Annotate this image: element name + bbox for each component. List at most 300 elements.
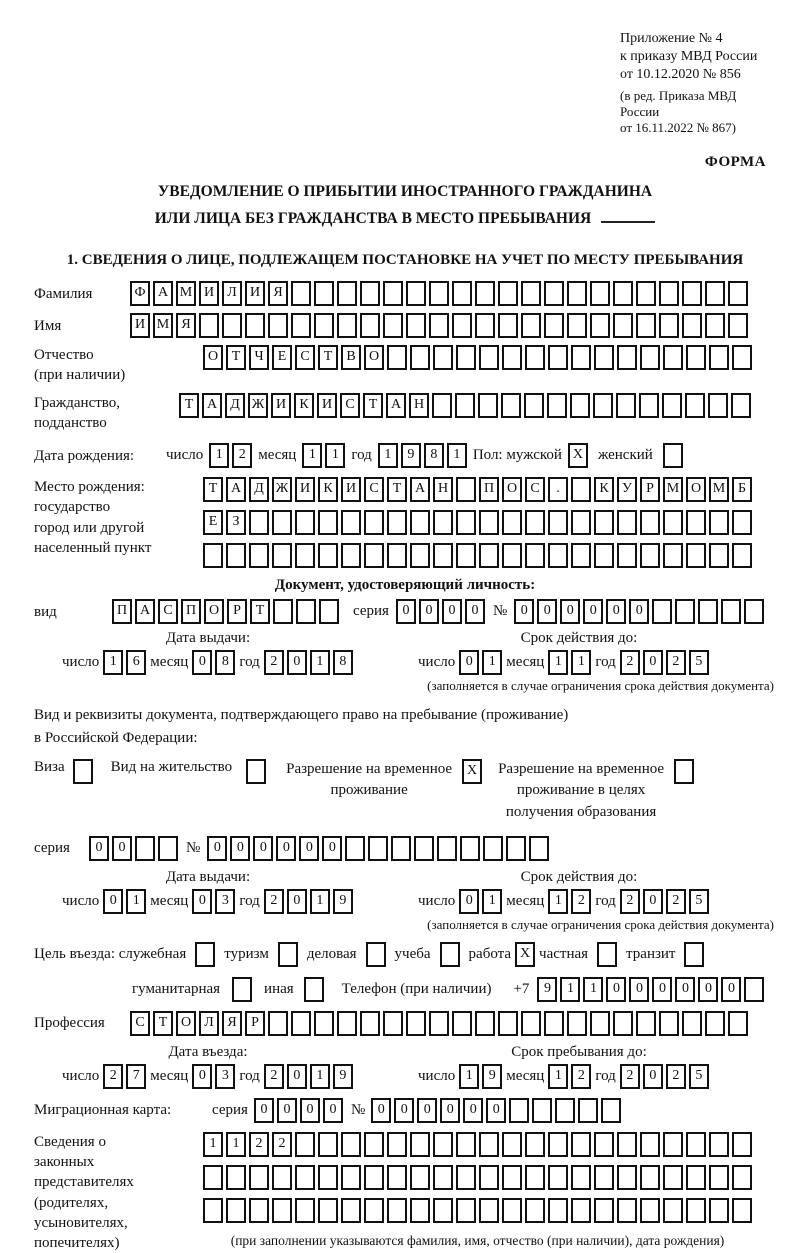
birth-place-cells-row1-box[interactable]: К bbox=[594, 477, 614, 502]
doc-kind-cells-box[interactable]: С bbox=[158, 599, 178, 624]
birth-place-cells-row1-box[interactable]: О bbox=[686, 477, 706, 502]
mc-number-cells-box[interactable]: 0 bbox=[417, 1098, 437, 1123]
citizenship-cells-box[interactable]: И bbox=[271, 393, 291, 418]
res-valid-year-cells-box[interactable]: 2 bbox=[666, 889, 686, 914]
birth-place-cells-row3-box[interactable] bbox=[479, 543, 499, 568]
profession-cells-box[interactable] bbox=[268, 1011, 288, 1036]
representatives-cells-row1-box[interactable]: 2 bbox=[272, 1132, 292, 1157]
doc-issue-year-cells-box[interactable]: 0 bbox=[287, 650, 307, 675]
res-issue-year-cells-box[interactable]: 1 bbox=[310, 889, 330, 914]
doc-valid-year-cells-box[interactable]: 0 bbox=[643, 650, 663, 675]
phone-cells-box[interactable]: 0 bbox=[629, 977, 649, 1002]
name-cells-box[interactable] bbox=[199, 313, 219, 338]
purpose-private-checkbox-box[interactable] bbox=[597, 942, 617, 967]
entry-year-cells-box[interactable]: 0 bbox=[287, 1064, 307, 1089]
surname-cells-box[interactable] bbox=[567, 281, 587, 306]
birth-place-cells-row3-box[interactable] bbox=[732, 543, 752, 568]
name-cells-box[interactable] bbox=[314, 313, 334, 338]
res-number-cells-box[interactable] bbox=[391, 836, 411, 861]
res-issue-month-cells-box[interactable]: 0 bbox=[192, 889, 212, 914]
representatives-cells-row3-box[interactable] bbox=[663, 1198, 683, 1223]
representatives-cells-row1-box[interactable]: 2 bbox=[249, 1132, 269, 1157]
patronymic-cells-box[interactable]: О bbox=[203, 345, 223, 370]
profession-cells-box[interactable] bbox=[613, 1011, 633, 1036]
birth-place-cells-row1-box[interactable] bbox=[571, 477, 591, 502]
phone-cells-box[interactable]: 0 bbox=[606, 977, 626, 1002]
mc-number-cells-box[interactable]: 0 bbox=[486, 1098, 506, 1123]
res-issue-year-cells-box[interactable]: 2 bbox=[264, 889, 284, 914]
phone-cells-box[interactable]: 0 bbox=[698, 977, 718, 1002]
birth-year-cells-box[interactable]: 8 bbox=[424, 443, 444, 468]
representatives-cells-row1-box[interactable] bbox=[548, 1132, 568, 1157]
birth-place-cells-row1-box[interactable]: Б bbox=[732, 477, 752, 502]
birth-place-cells-row2-box[interactable]: Е bbox=[203, 510, 223, 535]
name-cells-box[interactable] bbox=[544, 313, 564, 338]
temp-permit-checkbox-box[interactable]: X bbox=[462, 759, 482, 784]
patronymic-cells-box[interactable] bbox=[594, 345, 614, 370]
citizenship-cells-box[interactable] bbox=[547, 393, 567, 418]
birth-year-cells-box[interactable]: 1 bbox=[378, 443, 398, 468]
doc-kind-cells-box[interactable] bbox=[319, 599, 339, 624]
birth-place-cells-row2-box[interactable] bbox=[272, 510, 292, 535]
birth-place-cells-row2-box[interactable] bbox=[410, 510, 430, 535]
stay-year-cells-box[interactable]: 5 bbox=[689, 1064, 709, 1089]
citizenship-cells-box[interactable]: К bbox=[294, 393, 314, 418]
birth-place-cells-row1-box[interactable]: К bbox=[318, 477, 338, 502]
representatives-cells-row3-box[interactable] bbox=[479, 1198, 499, 1223]
birth-place-cells-row2-box[interactable] bbox=[617, 510, 637, 535]
birth-place-cells-row1-box[interactable]: С bbox=[364, 477, 384, 502]
citizenship-cells-box[interactable] bbox=[708, 393, 728, 418]
doc-kind-cells-box[interactable]: О bbox=[204, 599, 224, 624]
name-cells-box[interactable] bbox=[360, 313, 380, 338]
name-cells-box[interactable] bbox=[222, 313, 242, 338]
res-valid-year-cells-box[interactable]: 0 bbox=[643, 889, 663, 914]
res-number-cells-box[interactable] bbox=[345, 836, 365, 861]
purpose-transit-checkbox-box[interactable] bbox=[684, 942, 704, 967]
surname-cells-box[interactable] bbox=[429, 281, 449, 306]
doc-number-cells-box[interactable]: 0 bbox=[560, 599, 580, 624]
patronymic-cells-box[interactable]: С bbox=[295, 345, 315, 370]
doc-valid-day-cells-box[interactable]: 1 bbox=[482, 650, 502, 675]
name-cells-box[interactable] bbox=[291, 313, 311, 338]
res-valid-day-cells-box[interactable]: 0 bbox=[459, 889, 479, 914]
representatives-cells-row3-box[interactable] bbox=[433, 1198, 453, 1223]
male-checkbox-box[interactable]: X bbox=[568, 443, 588, 468]
patronymic-cells-box[interactable] bbox=[502, 345, 522, 370]
name-cells-box[interactable]: М bbox=[153, 313, 173, 338]
citizenship-cells-box[interactable]: С bbox=[340, 393, 360, 418]
patronymic-cells-box[interactable]: Е bbox=[272, 345, 292, 370]
surname-cells-box[interactable] bbox=[337, 281, 357, 306]
citizenship-cells-box[interactable] bbox=[478, 393, 498, 418]
doc-issue-month-cells-box[interactable]: 8 bbox=[215, 650, 235, 675]
birth-place-cells-row3-box[interactable] bbox=[709, 543, 729, 568]
representatives-cells-row3-box[interactable] bbox=[410, 1198, 430, 1223]
representatives-cells-row3-box[interactable] bbox=[502, 1198, 522, 1223]
representatives-cells-row2-box[interactable] bbox=[456, 1165, 476, 1190]
patronymic-cells-box[interactable]: О bbox=[364, 345, 384, 370]
birth-place-cells-row3-box[interactable] bbox=[318, 543, 338, 568]
birth-year-cells-box[interactable]: 9 bbox=[401, 443, 421, 468]
representatives-cells-row1-box[interactable] bbox=[709, 1132, 729, 1157]
temp-permit-edu-checkbox-box[interactable] bbox=[674, 759, 694, 784]
birth-place-cells-row3-box[interactable] bbox=[502, 543, 522, 568]
purpose-official-checkbox-box[interactable] bbox=[195, 942, 215, 967]
patronymic-cells-box[interactable] bbox=[686, 345, 706, 370]
representatives-cells-row1-box[interactable] bbox=[663, 1132, 683, 1157]
profession-cells-box[interactable] bbox=[636, 1011, 656, 1036]
birth-place-cells-row2-box[interactable] bbox=[663, 510, 683, 535]
birth-place-cells-row1-box[interactable]: Н bbox=[433, 477, 453, 502]
entry-year-cells-box[interactable]: 1 bbox=[310, 1064, 330, 1089]
profession-cells-box[interactable] bbox=[705, 1011, 725, 1036]
citizenship-cells-box[interactable]: Т bbox=[179, 393, 199, 418]
doc-kind-cells-box[interactable] bbox=[296, 599, 316, 624]
mc-series-cells-box[interactable]: 0 bbox=[277, 1098, 297, 1123]
birth-place-cells-row3-box[interactable] bbox=[387, 543, 407, 568]
phone-cells-box[interactable]: 0 bbox=[652, 977, 672, 1002]
doc-number-cells-box[interactable]: 0 bbox=[629, 599, 649, 624]
representatives-cells-row1-box[interactable] bbox=[640, 1132, 660, 1157]
mc-series-cells-box[interactable]: 0 bbox=[323, 1098, 343, 1123]
surname-cells-box[interactable]: И bbox=[199, 281, 219, 306]
res-series-cells-box[interactable] bbox=[158, 836, 178, 861]
doc-kind-cells-box[interactable]: Т bbox=[250, 599, 270, 624]
citizenship-cells-box[interactable]: И bbox=[317, 393, 337, 418]
name-cells-box[interactable] bbox=[636, 313, 656, 338]
mc-number-cells-box[interactable]: 0 bbox=[394, 1098, 414, 1123]
birth-place-cells-row1-box[interactable]: П bbox=[479, 477, 499, 502]
citizenship-cells-box[interactable] bbox=[731, 393, 751, 418]
entry-month-cells-box[interactable]: 0 bbox=[192, 1064, 212, 1089]
profession-cells-box[interactable] bbox=[498, 1011, 518, 1036]
birth-place-cells-row3-box[interactable] bbox=[410, 543, 430, 568]
res-number-cells-box[interactable]: 0 bbox=[276, 836, 296, 861]
entry-year-cells-box[interactable]: 9 bbox=[333, 1064, 353, 1089]
surname-cells-box[interactable] bbox=[314, 281, 334, 306]
birth-place-cells-row2-box[interactable] bbox=[571, 510, 591, 535]
surname-cells-box[interactable] bbox=[475, 281, 495, 306]
res-number-cells-box[interactable] bbox=[483, 836, 503, 861]
birth-place-cells-row3-box[interactable] bbox=[548, 543, 568, 568]
birth-place-cells-row2-box[interactable] bbox=[640, 510, 660, 535]
profession-cells-box[interactable] bbox=[567, 1011, 587, 1036]
surname-cells-box[interactable] bbox=[728, 281, 748, 306]
res-number-cells-box[interactable]: 0 bbox=[253, 836, 273, 861]
surname-cells-box[interactable] bbox=[521, 281, 541, 306]
patronymic-cells-box[interactable] bbox=[663, 345, 683, 370]
citizenship-cells-box[interactable] bbox=[616, 393, 636, 418]
birth-place-cells-row3-box[interactable] bbox=[640, 543, 660, 568]
name-cells-box[interactable]: Я bbox=[176, 313, 196, 338]
citizenship-cells-box[interactable] bbox=[570, 393, 590, 418]
birth-place-cells-row1-box[interactable]: И bbox=[341, 477, 361, 502]
birth-place-cells-row3-box[interactable] bbox=[295, 543, 315, 568]
phone-cells-box[interactable]: 1 bbox=[560, 977, 580, 1002]
doc-number-cells-box[interactable] bbox=[675, 599, 695, 624]
res-issue-year-cells-box[interactable]: 9 bbox=[333, 889, 353, 914]
patronymic-cells-box[interactable] bbox=[387, 345, 407, 370]
representatives-cells-row1-box[interactable] bbox=[341, 1132, 361, 1157]
purpose-business-checkbox-box[interactable] bbox=[366, 942, 386, 967]
citizenship-cells-box[interactable] bbox=[593, 393, 613, 418]
representatives-cells-row3-box[interactable] bbox=[594, 1198, 614, 1223]
mc-number-cells-box[interactable] bbox=[555, 1098, 575, 1123]
birth-place-cells-row2-box[interactable] bbox=[387, 510, 407, 535]
mc-series-cells-box[interactable]: 0 bbox=[300, 1098, 320, 1123]
representatives-cells-row1-box[interactable]: 1 bbox=[226, 1132, 246, 1157]
residence-permit-checkbox-box[interactable] bbox=[246, 759, 266, 784]
phone-cells-box[interactable]: 0 bbox=[721, 977, 741, 1002]
surname-cells-box[interactable] bbox=[406, 281, 426, 306]
representatives-cells-row3-box[interactable] bbox=[640, 1198, 660, 1223]
surname-cells-box[interactable]: М bbox=[176, 281, 196, 306]
patronymic-cells-box[interactable] bbox=[410, 345, 430, 370]
representatives-cells-row3-box[interactable] bbox=[341, 1198, 361, 1223]
birth-place-cells-row1-box[interactable]: Р bbox=[640, 477, 660, 502]
res-series-cells-box[interactable] bbox=[135, 836, 155, 861]
citizenship-cells-box[interactable]: Н bbox=[409, 393, 429, 418]
res-number-cells-box[interactable]: 0 bbox=[322, 836, 342, 861]
surname-cells-box[interactable] bbox=[291, 281, 311, 306]
representatives-cells-row1-box[interactable] bbox=[479, 1132, 499, 1157]
birth-place-cells-row2-box[interactable] bbox=[525, 510, 545, 535]
name-cells-box[interactable] bbox=[337, 313, 357, 338]
profession-cells-box[interactable] bbox=[590, 1011, 610, 1036]
citizenship-cells-box[interactable] bbox=[524, 393, 544, 418]
doc-number-cells-box[interactable] bbox=[744, 599, 764, 624]
representatives-cells-row3-box[interactable] bbox=[226, 1198, 246, 1223]
citizenship-cells-box[interactable] bbox=[685, 393, 705, 418]
name-cells-box[interactable] bbox=[521, 313, 541, 338]
res-number-cells-box[interactable] bbox=[368, 836, 388, 861]
surname-cells-box[interactable] bbox=[659, 281, 679, 306]
representatives-cells-row2-box[interactable] bbox=[617, 1165, 637, 1190]
representatives-cells-row1-box[interactable] bbox=[295, 1132, 315, 1157]
citizenship-cells-box[interactable]: Т bbox=[363, 393, 383, 418]
representatives-cells-row2-box[interactable] bbox=[364, 1165, 384, 1190]
surname-cells-box[interactable] bbox=[360, 281, 380, 306]
name-cells-box[interactable] bbox=[590, 313, 610, 338]
name-cells-box[interactable] bbox=[383, 313, 403, 338]
representatives-cells-row1-box[interactable] bbox=[410, 1132, 430, 1157]
birth-place-cells-row1-box[interactable]: С bbox=[525, 477, 545, 502]
representatives-cells-row1-box[interactable]: 1 bbox=[203, 1132, 223, 1157]
representatives-cells-row2-box[interactable] bbox=[318, 1165, 338, 1190]
representatives-cells-row2-box[interactable] bbox=[571, 1165, 591, 1190]
doc-issue-year-cells-box[interactable]: 1 bbox=[310, 650, 330, 675]
birth-place-cells-row1-box[interactable]: А bbox=[410, 477, 430, 502]
res-valid-year-cells-box[interactable]: 2 bbox=[620, 889, 640, 914]
representatives-cells-row3-box[interactable] bbox=[571, 1198, 591, 1223]
birth-place-cells-row2-box[interactable] bbox=[364, 510, 384, 535]
representatives-cells-row3-box[interactable] bbox=[295, 1198, 315, 1223]
representatives-cells-row2-box[interactable] bbox=[226, 1165, 246, 1190]
surname-cells-box[interactable]: Я bbox=[268, 281, 288, 306]
surname-cells-box[interactable] bbox=[682, 281, 702, 306]
name-cells-box[interactable] bbox=[613, 313, 633, 338]
patronymic-cells-box[interactable] bbox=[548, 345, 568, 370]
birth-year-cells-box[interactable]: 1 bbox=[447, 443, 467, 468]
birth-place-cells-row3-box[interactable] bbox=[617, 543, 637, 568]
birth-place-cells-row3-box[interactable] bbox=[571, 543, 591, 568]
birth-place-cells-row3-box[interactable] bbox=[433, 543, 453, 568]
representatives-cells-row2-box[interactable] bbox=[249, 1165, 269, 1190]
representatives-cells-row2-box[interactable] bbox=[686, 1165, 706, 1190]
profession-cells-box[interactable]: Р bbox=[245, 1011, 265, 1036]
representatives-cells-row2-box[interactable] bbox=[709, 1165, 729, 1190]
representatives-cells-row1-box[interactable] bbox=[433, 1132, 453, 1157]
mc-number-cells-box[interactable] bbox=[578, 1098, 598, 1123]
birth-place-cells-row3-box[interactable] bbox=[272, 543, 292, 568]
patronymic-cells-box[interactable] bbox=[732, 345, 752, 370]
representatives-cells-row3-box[interactable] bbox=[364, 1198, 384, 1223]
birth-place-cells-row1-box[interactable]: М bbox=[663, 477, 683, 502]
res-number-cells-box[interactable] bbox=[414, 836, 434, 861]
patronymic-cells-box[interactable] bbox=[525, 345, 545, 370]
res-issue-year-cells-box[interactable]: 0 bbox=[287, 889, 307, 914]
profession-cells-box[interactable] bbox=[521, 1011, 541, 1036]
surname-cells-box[interactable] bbox=[705, 281, 725, 306]
stay-year-cells-box[interactable]: 2 bbox=[620, 1064, 640, 1089]
name-cells-box[interactable] bbox=[498, 313, 518, 338]
doc-kind-cells-box[interactable] bbox=[273, 599, 293, 624]
phone-cells-box[interactable]: 0 bbox=[675, 977, 695, 1002]
stay-month-cells-box[interactable]: 1 bbox=[548, 1064, 568, 1089]
doc-valid-month-cells-box[interactable]: 1 bbox=[571, 650, 591, 675]
surname-cells-box[interactable] bbox=[498, 281, 518, 306]
phone-cells-box[interactable] bbox=[744, 977, 764, 1002]
name-cells-box[interactable] bbox=[245, 313, 265, 338]
profession-cells-box[interactable] bbox=[682, 1011, 702, 1036]
entry-day-cells-box[interactable]: 2 bbox=[103, 1064, 123, 1089]
phone-cells-box[interactable]: 9 bbox=[537, 977, 557, 1002]
doc-kind-cells-box[interactable]: Р bbox=[227, 599, 247, 624]
representatives-cells-row3-box[interactable] bbox=[272, 1198, 292, 1223]
birth-place-cells-row3-box[interactable] bbox=[249, 543, 269, 568]
representatives-cells-row2-box[interactable] bbox=[525, 1165, 545, 1190]
res-series-cells-box[interactable]: 0 bbox=[112, 836, 132, 861]
surname-cells-box[interactable] bbox=[636, 281, 656, 306]
doc-series-cells-box[interactable]: 0 bbox=[419, 599, 439, 624]
birth-place-cells-row3-box[interactable] bbox=[686, 543, 706, 568]
doc-kind-cells-box[interactable]: П bbox=[112, 599, 132, 624]
representatives-cells-row1-box[interactable] bbox=[594, 1132, 614, 1157]
purpose-study-checkbox-box[interactable] bbox=[440, 942, 460, 967]
doc-series-cells-box[interactable]: 0 bbox=[442, 599, 462, 624]
birth-month-cells-box[interactable]: 1 bbox=[325, 443, 345, 468]
mc-number-cells-box[interactable] bbox=[601, 1098, 621, 1123]
citizenship-cells-box[interactable]: Ж bbox=[248, 393, 268, 418]
birth-place-cells-row2-box[interactable] bbox=[318, 510, 338, 535]
representatives-cells-row3-box[interactable] bbox=[249, 1198, 269, 1223]
representatives-cells-row1-box[interactable] bbox=[617, 1132, 637, 1157]
doc-issue-day-cells-box[interactable]: 1 bbox=[103, 650, 123, 675]
doc-valid-year-cells-box[interactable]: 2 bbox=[666, 650, 686, 675]
representatives-cells-row2-box[interactable] bbox=[387, 1165, 407, 1190]
stay-year-cells-box[interactable]: 0 bbox=[643, 1064, 663, 1089]
birth-month-cells-box[interactable]: 1 bbox=[302, 443, 322, 468]
name-cells-box[interactable] bbox=[567, 313, 587, 338]
stay-month-cells-box[interactable]: 2 bbox=[571, 1064, 591, 1089]
representatives-cells-row2-box[interactable] bbox=[433, 1165, 453, 1190]
birth-place-cells-row1-box[interactable]: И bbox=[295, 477, 315, 502]
doc-valid-month-cells-box[interactable]: 1 bbox=[548, 650, 568, 675]
profession-cells-box[interactable]: Т bbox=[153, 1011, 173, 1036]
representatives-cells-row3-box[interactable] bbox=[387, 1198, 407, 1223]
profession-cells-box[interactable] bbox=[383, 1011, 403, 1036]
patronymic-cells-box[interactable] bbox=[571, 345, 591, 370]
birth-day-cells-box[interactable]: 2 bbox=[232, 443, 252, 468]
patronymic-cells-box[interactable] bbox=[617, 345, 637, 370]
doc-series-cells-box[interactable]: 0 bbox=[465, 599, 485, 624]
name-cells-box[interactable] bbox=[429, 313, 449, 338]
name-cells-box[interactable] bbox=[728, 313, 748, 338]
birth-place-cells-row3-box[interactable] bbox=[364, 543, 384, 568]
representatives-cells-row3-box[interactable] bbox=[525, 1198, 545, 1223]
birth-place-cells-row3-box[interactable] bbox=[456, 543, 476, 568]
profession-cells-box[interactable] bbox=[475, 1011, 495, 1036]
profession-cells-box[interactable]: С bbox=[130, 1011, 150, 1036]
citizenship-cells-box[interactable]: Д bbox=[225, 393, 245, 418]
representatives-cells-row2-box[interactable] bbox=[341, 1165, 361, 1190]
female-checkbox-box[interactable] bbox=[663, 443, 683, 468]
doc-number-cells-box[interactable] bbox=[652, 599, 672, 624]
doc-kind-cells-box[interactable]: П bbox=[181, 599, 201, 624]
birth-place-cells-row1-box[interactable]: А bbox=[226, 477, 246, 502]
res-valid-day-cells-box[interactable]: 1 bbox=[482, 889, 502, 914]
profession-cells-box[interactable] bbox=[337, 1011, 357, 1036]
representatives-cells-row2-box[interactable] bbox=[502, 1165, 522, 1190]
res-number-cells-box[interactable] bbox=[506, 836, 526, 861]
birth-place-cells-row1-box[interactable]: М bbox=[709, 477, 729, 502]
birth-place-cells-row1-box[interactable]: Ж bbox=[272, 477, 292, 502]
surname-cells-box[interactable] bbox=[613, 281, 633, 306]
profession-cells-box[interactable]: Л bbox=[199, 1011, 219, 1036]
purpose-other-checkbox-box[interactable] bbox=[304, 977, 324, 1002]
surname-cells-box[interactable] bbox=[383, 281, 403, 306]
representatives-cells-row3-box[interactable] bbox=[617, 1198, 637, 1223]
representatives-cells-row1-box[interactable] bbox=[502, 1132, 522, 1157]
birth-place-cells-row3-box[interactable] bbox=[226, 543, 246, 568]
birth-place-cells-row2-box[interactable] bbox=[709, 510, 729, 535]
res-number-cells-box[interactable]: 0 bbox=[207, 836, 227, 861]
surname-cells-box[interactable]: Л bbox=[222, 281, 242, 306]
representatives-cells-row2-box[interactable] bbox=[663, 1165, 683, 1190]
patronymic-cells-box[interactable]: Т bbox=[226, 345, 246, 370]
doc-valid-year-cells-box[interactable]: 2 bbox=[620, 650, 640, 675]
representatives-cells-row1-box[interactable] bbox=[456, 1132, 476, 1157]
res-number-cells-box[interactable] bbox=[437, 836, 457, 861]
patronymic-cells-box[interactable]: В bbox=[341, 345, 361, 370]
purpose-work-checkbox-box[interactable]: X bbox=[515, 942, 535, 967]
doc-series-cells-box[interactable]: 0 bbox=[396, 599, 416, 624]
stay-day-cells-box[interactable]: 1 bbox=[459, 1064, 479, 1089]
profession-cells-box[interactable] bbox=[429, 1011, 449, 1036]
representatives-cells-row2-box[interactable] bbox=[295, 1165, 315, 1190]
doc-number-cells-box[interactable]: 0 bbox=[583, 599, 603, 624]
doc-number-cells-box[interactable]: 0 bbox=[606, 599, 626, 624]
citizenship-cells-box[interactable]: А bbox=[202, 393, 222, 418]
phone-cells-box[interactable]: 1 bbox=[583, 977, 603, 1002]
patronymic-cells-box[interactable] bbox=[479, 345, 499, 370]
name-cells-box[interactable] bbox=[475, 313, 495, 338]
doc-number-cells-box[interactable] bbox=[698, 599, 718, 624]
birth-place-cells-row3-box[interactable] bbox=[663, 543, 683, 568]
res-valid-month-cells-box[interactable]: 1 bbox=[548, 889, 568, 914]
name-cells-box[interactable]: И bbox=[130, 313, 150, 338]
